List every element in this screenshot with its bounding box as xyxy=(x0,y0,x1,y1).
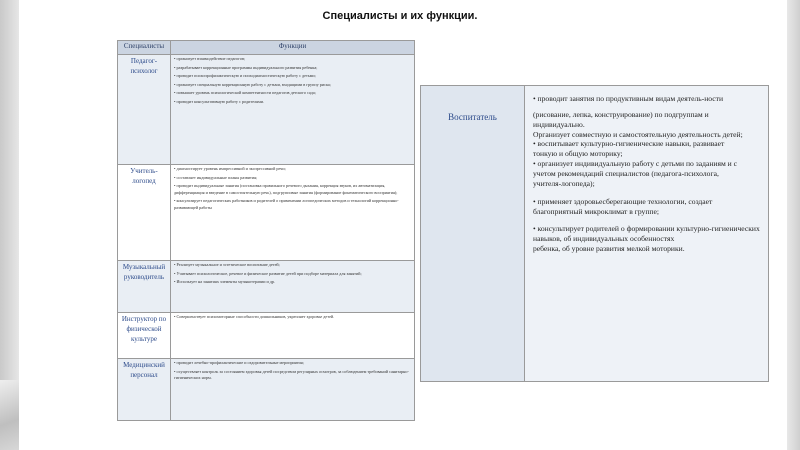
function-item: • организует взаимодействие педагогов; xyxy=(174,56,246,61)
educator-name: Воспитатель xyxy=(421,86,525,382)
table-row-psychologist xyxy=(118,55,415,165)
function-paragraph: • применяет здоровьесберегающие технологии, создает благоприятный микроклимат в группе; xyxy=(533,196,713,216)
educator-table xyxy=(420,85,769,382)
specialists-table xyxy=(117,40,415,421)
right-decor-band xyxy=(787,0,800,450)
table-row-speech-therapist xyxy=(118,165,415,261)
function-item: • Использует на занятиях элементы музыкотерапии и др. xyxy=(174,279,276,284)
function-item: • диагностирует уровень импрессивной и экспрессивной речи; xyxy=(174,166,286,171)
functions-cell xyxy=(171,313,415,359)
function-paragraph: учетом рекомендаций специалистов (педагога-психолога, xyxy=(533,169,719,179)
function-paragraph: Организует совместную и самостоятельную деятельность детей; xyxy=(533,129,743,139)
function-paragraph: тонкую и общую моторику; xyxy=(533,149,623,159)
specialist-name: Учитель-логопед xyxy=(118,165,171,261)
function-item: • проводит консультативную работу с родителями. xyxy=(174,98,265,104)
function-paragraph: • воспитывает культурно-гигиенические навыки, развивает xyxy=(533,139,725,149)
table-row-music-director xyxy=(118,261,415,313)
function-item: • Реализует музыкальное и эстетическое воспитание детей; xyxy=(174,262,280,267)
function-paragraph: учителя-логопеда); xyxy=(533,178,595,188)
functions-cell xyxy=(171,55,415,165)
function-item: • составляет индивидуальные планы развития; xyxy=(174,174,258,180)
functions-cell xyxy=(171,261,415,313)
function-paragraph: ребенка, об уровне развития мелкой моторики. xyxy=(533,244,685,254)
header-specialists: Специалисты xyxy=(118,41,171,55)
table-row-pe-instructor xyxy=(118,313,415,359)
function-item: • проводит психопрофилактическую и психодиагностическую работу с детьми; xyxy=(174,73,316,78)
function-item: • проводит лечебно-профилактические и оздоровительные мероприятия; xyxy=(174,360,304,365)
function-item: • организует специальную коррекционную работу с детьми, входящими в группу риска; xyxy=(174,81,331,87)
specialist-name: Музыкальный руководитель xyxy=(118,261,171,313)
slide-title: Специалисты и их функции. xyxy=(322,10,478,22)
function-paragraph: • консультирует родителей о формировании культурно-гигиенических навыков, об индивидуальных особенностях xyxy=(533,224,760,244)
function-item: • повышает уровень психологической компетентности педагогов детского сада; xyxy=(174,90,316,95)
function-item: • разрабатывает коррекционные программы индивидуального развития ребенка; xyxy=(174,64,318,70)
function-item: • Учитывает психологическое, речевое и физическое развитие детей при подборе материала для занятий; xyxy=(174,270,362,276)
left-decor-corner xyxy=(0,380,19,450)
function-item: • консультирует педагогических работников и родителей о применении логопедических методов и технологий коррекционно-развивающей работы xyxy=(174,198,399,210)
specialist-name: Педагог-психолог xyxy=(118,55,171,165)
specialist-name: Инструктор по физической культуре xyxy=(118,313,171,359)
specialist-name: Медицинский персонал xyxy=(118,359,171,421)
functions-cell xyxy=(171,165,415,261)
functions-cell xyxy=(171,359,415,421)
function-item: • Совершенствует психомоторные способности дошкольников, укрепляет здоровье детей. xyxy=(174,314,335,319)
educator-functions xyxy=(525,86,769,382)
function-item: • осуществляет контроль за состоянием здоровья детей посредством регулярных осмотров, за соблюдением требований санитарно-гигиенических норм. xyxy=(174,368,409,380)
table-row-medical-staff xyxy=(118,359,415,421)
function-item: • проводит индивидуальные занятия (постановка правильного речевого дыхания, коррекция звуков, их автоматизация, дифференциация и введение в самостоятельную речь), подгрупповые занятия (формирование фонематического восприятия); xyxy=(174,183,398,195)
function-paragraph: (рисование, лепка, конструирование) по подгруппам и индивидуально. xyxy=(533,109,709,129)
header-functions: Функции xyxy=(171,41,415,55)
function-paragraph: • проводит занятия по продуктивным видам деятель-ности xyxy=(533,94,724,103)
function-paragraph: • организует индивидуальную работу с детьми по заданиям и с xyxy=(533,159,737,169)
